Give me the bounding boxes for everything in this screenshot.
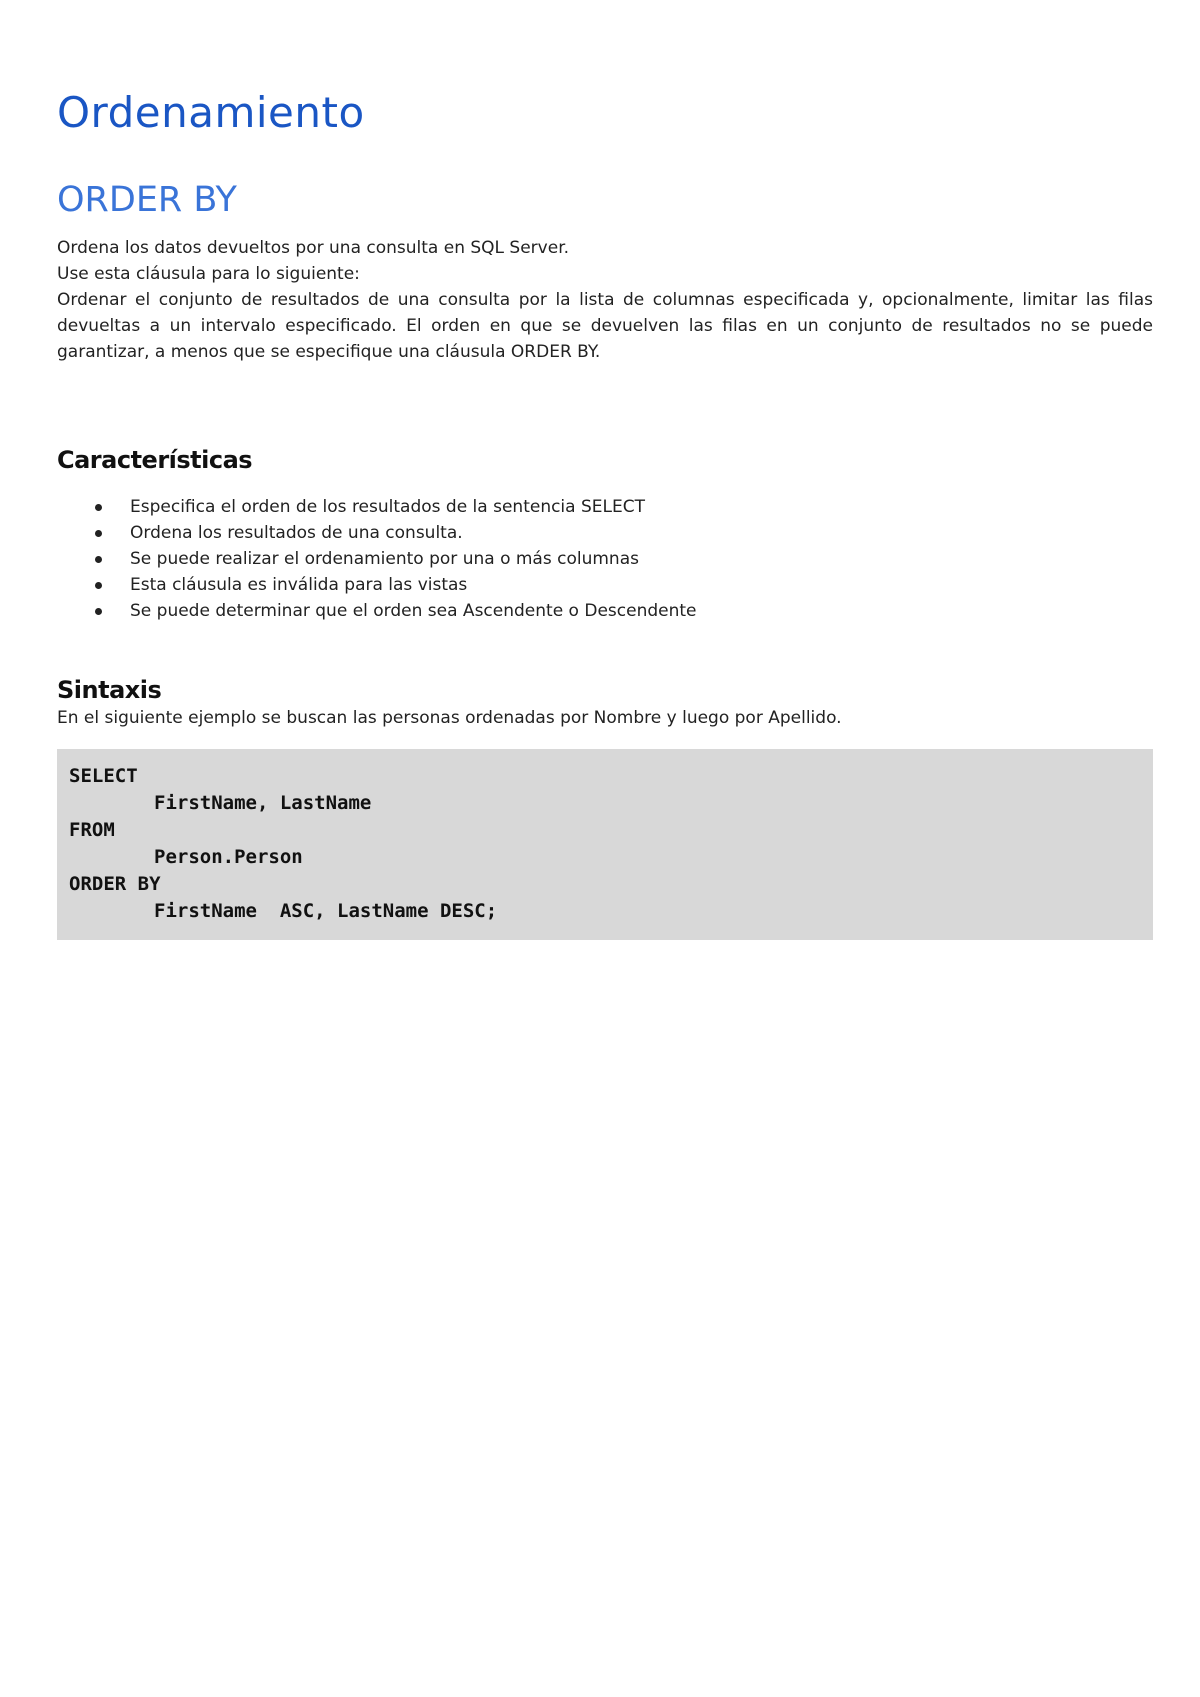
bullet-icon [95,556,102,563]
list-item-text: Ordena los resultados de una consulta. [130,523,463,543]
code-line: FirstName ASC, LastName DESC; [154,900,498,922]
list-item-text: Se puede determinar que el orden sea Ascendente o Descendente [130,601,697,621]
caracteristicas-heading: Características [57,446,253,474]
sintaxis-heading: Sintaxis [57,676,162,704]
bullet-icon [95,608,102,615]
section-title-order-by: ORDER BY [57,180,237,220]
intro-line-1: Ordena los datos devueltos por una consulta en SQL Server. [57,238,570,258]
code-line: ORDER BY [69,873,161,895]
list-item-text: Esta cláusula es inválida para las vistas [130,575,468,595]
list-item [57,520,697,546]
bullet-icon [95,530,102,537]
sql-code-block [57,749,1153,940]
page-title: Ordenamiento [57,88,365,137]
intro-line-2: Use esta cláusula para lo siguiente: [57,264,360,284]
bullet-icon [95,504,102,511]
list-item [57,494,697,520]
bullet-icon [95,582,102,589]
list-item-text: Especifica el orden de los resultados de la sentencia SELECT [130,497,645,517]
code-line: SELECT [69,765,138,787]
list-item [57,572,697,598]
list-item [57,546,697,572]
list-item-text: Se puede realizar el ordenamiento por una o más columnas [130,549,639,569]
code-line: FirstName, LastName [154,792,372,814]
sintaxis-description: En el siguiente ejemplo se buscan las personas ordenadas por Nombre y luego por Apellido. [57,708,842,728]
code-line: FROM [69,819,115,841]
caracteristicas-list [57,494,697,624]
intro-text [57,235,1153,365]
list-item [57,598,697,624]
intro-paragraph: Ordenar el conjunto de resultados de una consulta por la lista de columnas especificada y, opcionalmente, limitar las filas devueltas a un intervalo especificado. El orden en que se devuelven las filas en un conjunto de resultados no se puede garantizar, a menos que se especifique una cláusula ORDER BY. [57,290,1153,362]
code-line: Person.Person [154,846,303,868]
